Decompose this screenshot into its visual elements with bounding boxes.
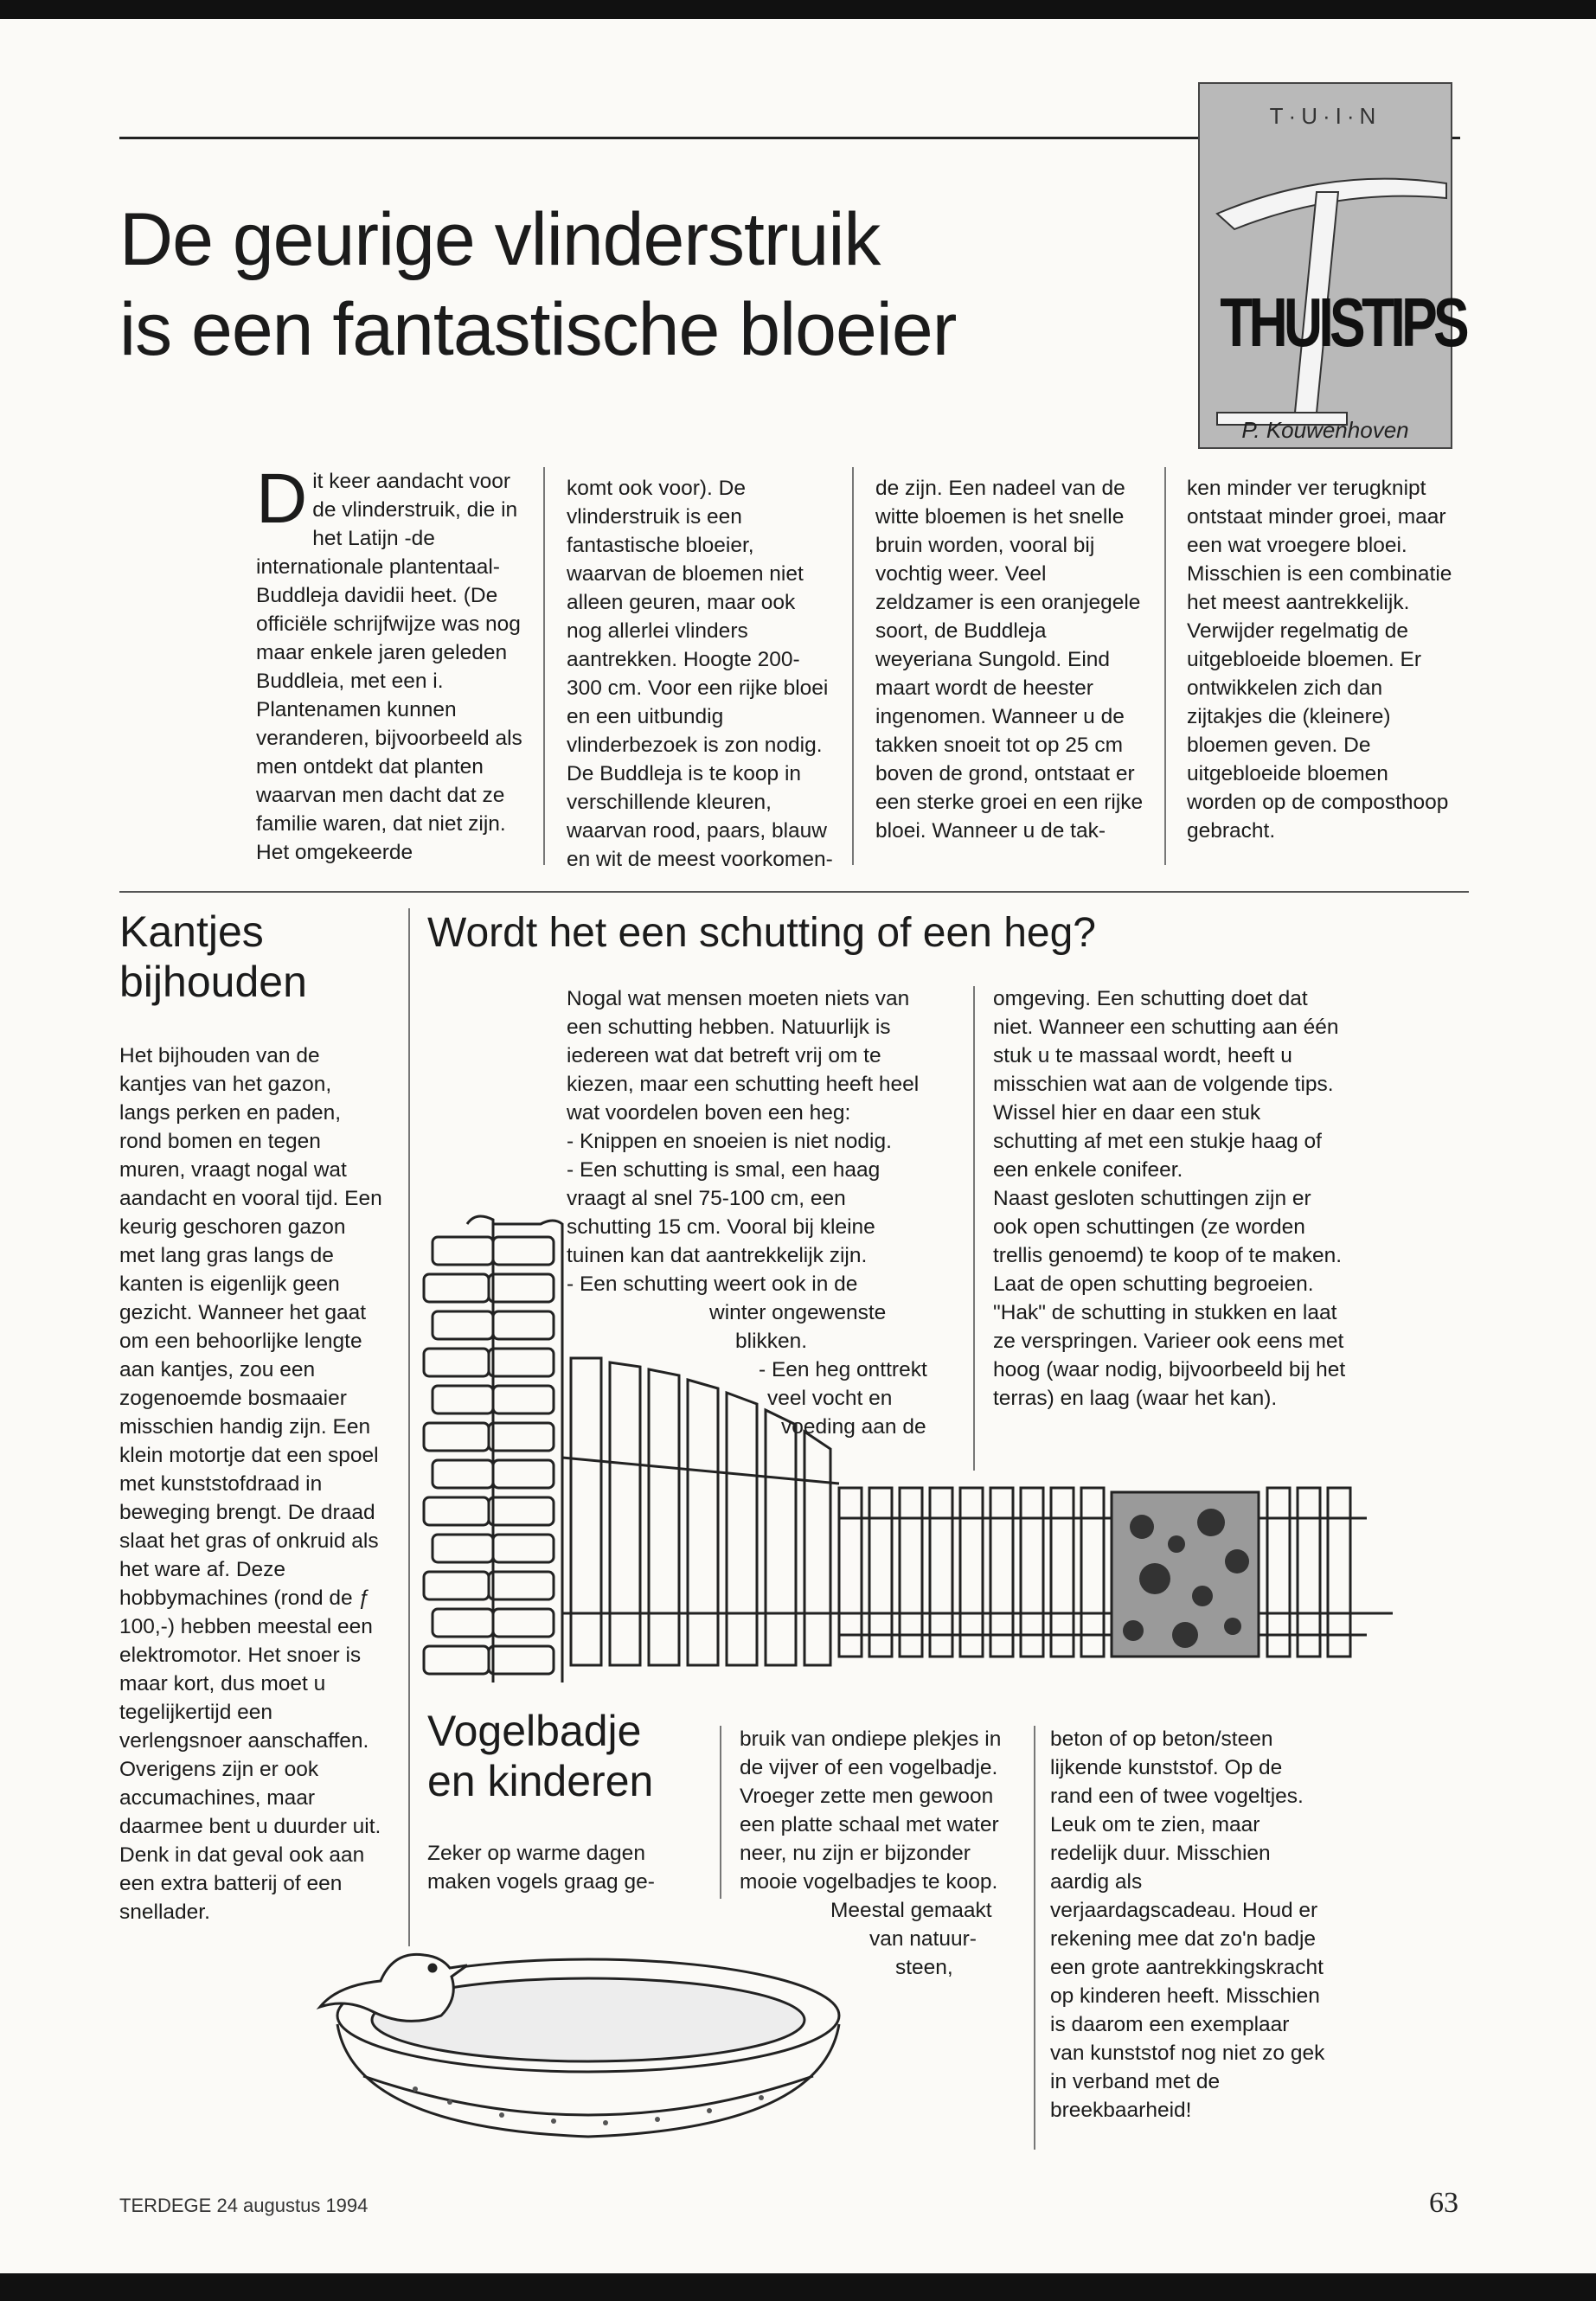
column-divider [720,1726,721,1899]
badge-title: THUISTIPS [1220,284,1465,361]
bottom-border [0,2273,1596,2301]
headline-line-1: De geurige vlinderstruik [119,198,881,281]
schutting-text-c: "Hak" de schutting in stukken en laat ze verspringen. Varieer ook eens met hoog (waar nodig, bijvoorbeeld bij het terras) en laag (waar het kan). [993,1301,1346,1410]
intro-text-2: komt ook voor). De vlinderstruik is een fantastische bloeier, waarvan de bloemen niet alleen geuren, maar ook nog allerlei vlinders aantrekken. Hoogte 200-300 cm. Voor een rijke bloei en een uitbundig vlinderbezoek is zon nodig. De Buddleja is te koop in verschillende kleuren, waarvan rood, paars, blauw en wit de meest voorkomen- [567,477,833,871]
birdbath-illustration [311,1929,848,2163]
column-divider [1164,467,1166,865]
vogelbadje-text-1: Zeker op warme dagen maken vogels graag ge- [427,1842,655,1894]
schutting-bullet-3a: - Een schutting weert ook in de [567,1272,858,1296]
vogelbadje-text-2c: van natuur- [869,1927,977,1951]
page-headline [119,195,1157,375]
section-rule [119,891,1469,893]
vogelbadje-heading [427,1706,713,1806]
vogelbadje-heading-line-1: Vogelbadje [427,1707,642,1755]
badge-t-logo-icon [1200,84,1465,447]
vogelbadje-text-2b: Meestal gemaakt [830,1899,992,1922]
schutting-bullet-3c: blikken. [735,1330,808,1353]
badge-author: P. Kouwenhoven [1241,417,1409,443]
kantjes-heading [119,907,405,1007]
vogelbadje-heading-line-2: en kinderen [427,1757,654,1805]
schutting-bullet-4a: - Een heg onttrekt [759,1358,927,1381]
kantjes-heading-line-2: bijhouden [119,958,307,1006]
column-divider [543,467,545,865]
schutting-bullet-4c: voeding aan de [781,1415,926,1439]
schutting-text-a: omgeving. Een schutting doet dat niet. Wanneer een schutting aan één stuk u te massaal wordt, heeft u misschien wat aan de volgende tips. Wissel hier en daar een stuk schutting af met een stukje haag of een enkele conifeer. [993,987,1339,1182]
top-border [0,0,1596,19]
intro-column-4 [1187,474,1464,845]
issue-date: TERDEGE 24 augustus 1994 [119,2195,369,2216]
column-divider [408,908,410,1946]
drop-cap: D [256,459,308,538]
intro-column-2 [567,474,835,874]
intro-text-4: ken minder ver terugknipt ontstaat minder groei, maar een wat vroegere bloei. Misschien is een combinatie het meest aantrekkelijk. Verwijder regelmatig de uitgebloeide bloemen. Er ontwikkelen zich dan zijtakjes die (kleinere) bloemen geven. De uitgebloeide bloemen worden op de composthoop gebracht. [1187,477,1452,843]
schutting-text-b: Naast gesloten schuttingen zijn er ook open schuttingen (ze worden trellis genoemd) te koop of te maken. Laat de open schutting begroeien. [993,1187,1343,1296]
vogelbadje-text-2d: steen, [895,1956,953,1979]
intro-column-3 [875,474,1144,845]
fence-illustration [424,1198,1393,1682]
headline-line-2: is een fantastische bloeier [119,288,957,371]
vogelbadje-text-2a: bruik van ondiepe plekjes in de vijver of een vogelbadje. Vroeger zette men gewoon een platte schaal met water neer, nu zijn er bijzonder mooie vogelbadjes te koop. [740,1727,1002,1894]
kantjes-paragraph-2: Overigens zijn er ook accumachines, maar daarmee bent u duurder uit. Denk in dat geval ook aan een extra batterij of een snellader. [119,1758,381,1924]
schutting-intro: Nogal wat mensen moeten niets van een schutting hebben. Natuurlijk is iedereen wat dat betreft vrij om te kiezen, maar een schutting heeft heel wat voordelen boven een heg: [567,987,920,1125]
column-divider [1034,1726,1035,2150]
kantjes-body [119,1042,384,1926]
badge-category: T·U·I·N [1269,103,1381,129]
vogelbadje-column-1 [427,1839,687,1896]
schutting-bullet-1: - Knippen en snoeien is niet nodig. [567,1130,892,1153]
column-divider [852,467,854,865]
kantjes-heading-line-1: Kantjes [119,907,264,956]
page-number: 63 [1429,2187,1458,2219]
vogelbadje-text-3: beton of op beton/steen lijkende kunststof. Op de rand een of twee vogeltjes. Leuk om te zien, maar redelijk duur. Misschien aardig als verjaardagscadeau. Houd er rekening mee dat zo'n badje een grote aantrekkingskracht op kinderen heeft. Misschien is daarom een exemplaar van kunststof nog niet zo gek in verband met de breekbaarheid! [1050,1727,1325,2122]
schutting-bullet-2: - Een schutting is smal, een haag vraagt al snel 75-100 cm, een schutting 15 cm. Vooral bij kleine tuinen kan dat aantrekkelijk zijn. [567,1158,881,1267]
schutting-bullet-3b: winter ongewenste [709,1301,887,1324]
schutting-heading: Wordt het een schutting of een heg? [427,910,1096,956]
vogelbadje-column-3 [1050,1725,1327,2125]
kantjes-paragraph-1: Het bijhouden van de kantjes van het gazon, langs perken en paden, rond bomen en tegen muren, vraagt nogal wat aandacht en vooral tijd. Een keurig geschoren gazon met lang gras langs de kanten is eigenlijk geen gezicht. Wanneer het gaat om een behoorlijke lengte aan kantjes, zou een zogenoemde bosmaaier misschien handig zijn. Een klein motortje dat een spoel met kunststofdraad in beweging brengt. De draad slaat het gras of onkruid als het ware af. Deze hobbymachines (rond de ƒ 100,-) hebben meestal een elektromotor. Het snoer is maar kort, dus moet u tegelijkertijd een verlengsnoer aanschaffen. [119,1044,382,1753]
intro-column-1 [256,459,524,867]
schutting-bullet-4b: veel vocht en [767,1387,893,1410]
intro-text-1: it keer aandacht voor de vlinderstruik, die in het Latijn -de internationale plantentaal- Buddleja davidii heet. (De officiële schrijfwijze was nog maar enkele jaren geleden Buddleia, met een i. Plantenamen kunnen veranderen, bijvoorbeeld als men ontdekt dat planten waarvan men dacht dat ze familie waren, dat niet zijn. Het omgekeerde [256,470,522,864]
intro-text-3: de zijn. Een nadeel van de witte bloemen is het snelle bruin worden, vooral bij vochtig weer. Veel zeldzamer is een oranjegele soort, de Buddleja weyeriana Sungold. Eind maart wordt de heester ingenomen. Wanneer u de takken snoeit tot op 25 cm boven de grond, ontstaat er een sterke groei en een rijke bloei. Wanneer u de tak- [875,477,1144,843]
thuistips-badge [1198,82,1465,449]
